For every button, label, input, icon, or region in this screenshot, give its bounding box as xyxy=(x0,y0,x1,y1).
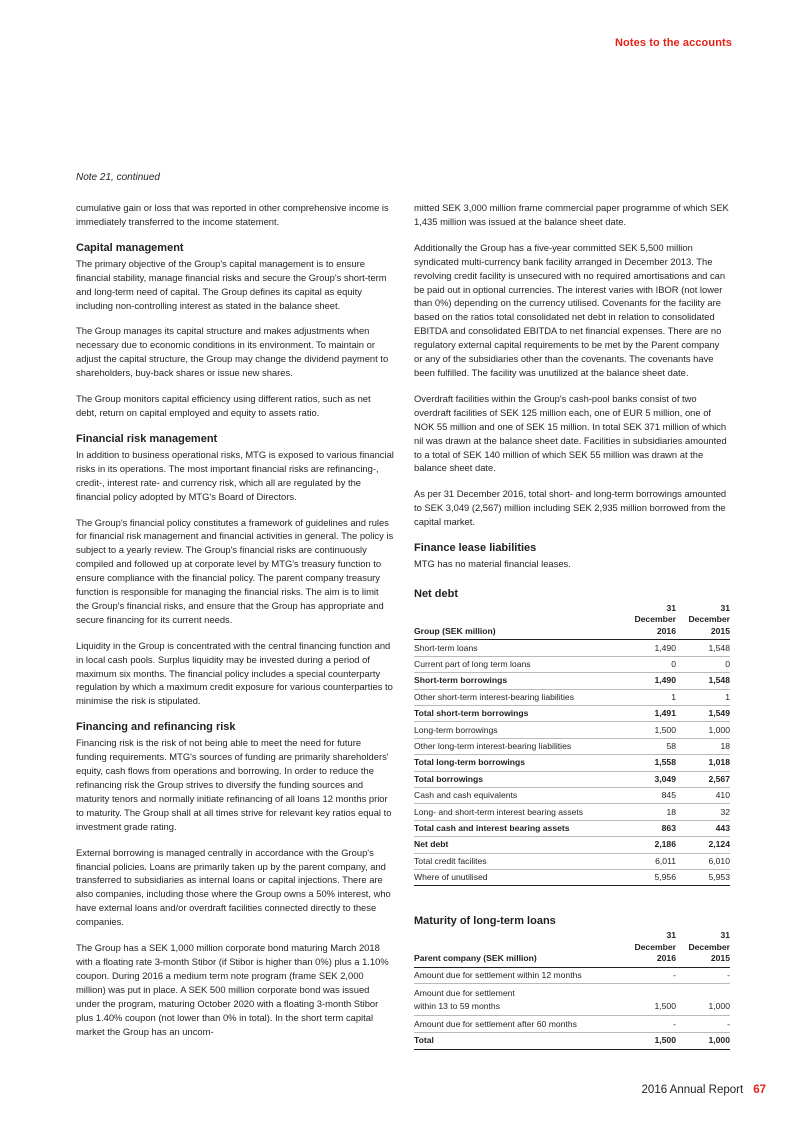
paragraph: The Group manages its capital structure and makes adjustments when necessary due to economic conditions in its environment. To maintain or adjust the capital structure, the Group may change the dividend payment to shareholders, buy-back shares or issue new shares. xyxy=(76,325,389,379)
net-debt-table xyxy=(414,603,730,886)
paragraph: The Group monitors capital efficiency using different ratios, such as net debt, return on capital employed and equity to assets ratio. xyxy=(76,393,371,418)
table-row: Long-term borrowings 1,500 1,000 xyxy=(414,722,730,738)
table-row: Short-term loans 1,490 1,548 xyxy=(414,640,730,656)
column-header-2016: 31 December 2016 xyxy=(634,602,676,636)
table-row: Total 1,500 1,000 xyxy=(414,1032,730,1049)
table-row: Amount due for settlement within 12 months - - xyxy=(414,967,730,984)
table-header-row xyxy=(414,930,730,967)
paragraph: The primary objective of the Group's capital management is to ensure financial stability, manage financial risks and secure the Group's short-term and long-term need of capital. The Group defines its capital as equity including non-controlling interest as stated in the balance sheet. xyxy=(76,257,387,311)
column-header-2015: 31 December 2015 xyxy=(688,602,730,636)
paragraph: Overdraft facilities within the Group's cash-pool banks consist of two overdraft facilities of SEK 125 million each, one of EUR 5 million, one of NOK 55 million and one of SEK 15 million. In total SEK 371 million of which nil was drawn at the balance sheet date. Facilities in subsidiaries amounted to a total of SEK 140 million of which SEK 55 million was drawn at the balance sheet date. xyxy=(414,392,727,474)
table-row: Amount due for settlement after 60 months - - xyxy=(414,1016,730,1033)
column-header: Parent company (SEK million) xyxy=(414,953,537,964)
net-debt-heading: Net debt xyxy=(414,587,458,600)
paragraph: External borrowing is managed centrally in accordance with the Group's financial policies. Loans are primarily taken up by the parent company, and transferred to subsidiaries as internal loans or capital injections. There are also companies, including those where the Group owns a 50% interest, who have external loans and/or overdraft facilities connected directly to these companies. xyxy=(76,846,391,928)
table-row: Total credit facilites 6,011 6,010 xyxy=(414,853,730,869)
table-row: Other long-term interest-bearing liabilities 58 18 xyxy=(414,738,730,754)
paragraph: mitted SEK 3,000 million frame commercial paper programme of which SEK 1,435 million was issued at the balance sheet date. xyxy=(414,202,729,227)
capital-management-heading: Capital management xyxy=(76,241,184,254)
report-title: 2016 Annual Report xyxy=(641,1084,744,1096)
refinancing-risk-heading: Financing and refinancing risk xyxy=(76,721,236,734)
page-footer xyxy=(642,1084,766,1096)
table-row: Total borrowings 3,049 2,567 xyxy=(414,771,730,787)
table-row: Total short-term borrowings 1,491 1,549 xyxy=(414,706,730,722)
maturity-table xyxy=(414,930,730,1049)
column-header-2015: 31 December 2015 xyxy=(688,930,730,964)
table-row: Other short-term interest-bearing liabilities 1 1 xyxy=(414,689,730,705)
intro-paragraph: cumulative gain or loss that was reported in other comprehensive income is immediately transferred to the income statement. xyxy=(76,202,389,227)
paragraph: The Group has a SEK 1,000 million corporate bond maturing March 2018 with a floating rate 3-month Stibor (if Stibor is higher than 0%) plus a 1.10% coupon. During 2016 a medium term note program (frame SEK 2,000 million) was put in place. A SEK 500 million corporate bond was issued under the program, maturing October 2020 with a floating 3-month Stibor plus 1.40% coupon (not lower than 0% in total). In the short term capital market the Group has an uncom- xyxy=(76,942,389,1037)
column-header: Group (SEK million) xyxy=(414,625,496,636)
column-header-2016: 31 December 2016 xyxy=(634,930,676,964)
table-row: Net debt 2,186 2,124 xyxy=(414,837,730,853)
page-number: 67 xyxy=(753,1084,766,1096)
paragraph: Financing risk is the risk of not being able to meet the need for future funding requirements. MTG's sources of funding are primarily shareholders' equity, cash flows from operations and borrowing. In order to reduce the refinancing risk the Group strives to diversify the funding sources and maturity tenors and normally initiate refinancing of all loans 12 months prior to maturity. The Group shall at all times strive for relevant key ratios equal to investment grade rating. xyxy=(76,737,392,832)
table-row: Short-term borrowings 1,490 1,548 xyxy=(414,673,730,689)
finance-lease-heading: Finance lease liabilities xyxy=(414,542,537,555)
paragraph: The Group's financial policy constitutes a framework of guidelines and rules for financial risk management and financial activities in general. The policy is subject to a yearly review. The Group's financial risks are continuously compiled and followed up at corporate level by MTG's treasury function to ensure compliance with the financial policy. The parent company treasury function is responsible for managing the financial risks. The aim is to limit the Group's financial risks, and ensure that the Group has appropriate and secure financing for its current needs. xyxy=(76,516,394,625)
table-row: Amount due for settlement within 13 to 59 months 1,500 1,000 xyxy=(414,984,730,1016)
paragraph: As per 31 December 2016, total short- and long-term borrowings amounted to SEK 3,049 (2,567) million including SEK 2,935 million borrowed from the capital market. xyxy=(414,488,727,528)
paragraph: In addition to business operational risks, MTG is exposed to various financial risks in its operations. The most important financial risks are refinancing-, credit-, interest rate- and currency risk, which all are regulated by the financial policy adopted by MTG's Board of Directors. xyxy=(76,448,394,502)
maturity-heading: Maturity of long-term loans xyxy=(414,915,556,928)
table-row: Total cash and interest bearing assets 863 443 xyxy=(414,820,730,836)
paragraph: MTG has no material financial leases. xyxy=(414,558,571,570)
note-continued-label: Note 21, continued xyxy=(76,172,160,183)
table-row: Where of unutilised 5,956 5,953 xyxy=(414,869,730,885)
left-column xyxy=(76,201,394,1050)
financial-risk-heading: Financial risk management xyxy=(76,432,218,445)
table-row: Long- and short-term interest bearing assets 18 32 xyxy=(414,804,730,820)
table-row: Cash and cash equivalents 845 410 xyxy=(414,787,730,803)
paragraph: Additionally the Group has a five-year committed SEK 5,500 million syndicated multi-currency bank facility arranged in December 2013. The revolving credit facility is unsecured with no required amortisations and can be paid out in optional currencies. The interest varies with IBOR (not lower than 0%) depending on the currency utilised. Covenants for the facility are based on the ratios total consolidated net debt in relation to consolidated EBITDA and consolidated EBITDA to net financial expenses. There are no regulatory external capital requirements to be met by the Parent company or any of the subsidiaries other than the covenants. The covenants have been fulfilled. The facility was unutilized at the balance sheet date. xyxy=(414,241,726,378)
table-header-row xyxy=(414,603,730,640)
paragraph: Liquidity in the Group is concentrated with the central financing function and in local cash pools. Surplus liquidity may be invested during a period of maximum six months. The financial policy includes a special counterparty regulation by which a maximum credit exposure for various counterparties to minimise the risk is stipulated. xyxy=(76,639,393,707)
table-row: Total long-term borrowings 1,558 1,018 xyxy=(414,755,730,771)
section-title: Notes to the accounts xyxy=(614,37,732,49)
right-column xyxy=(414,201,730,1050)
table-row: Current part of long term loans 0 0 xyxy=(414,656,730,672)
